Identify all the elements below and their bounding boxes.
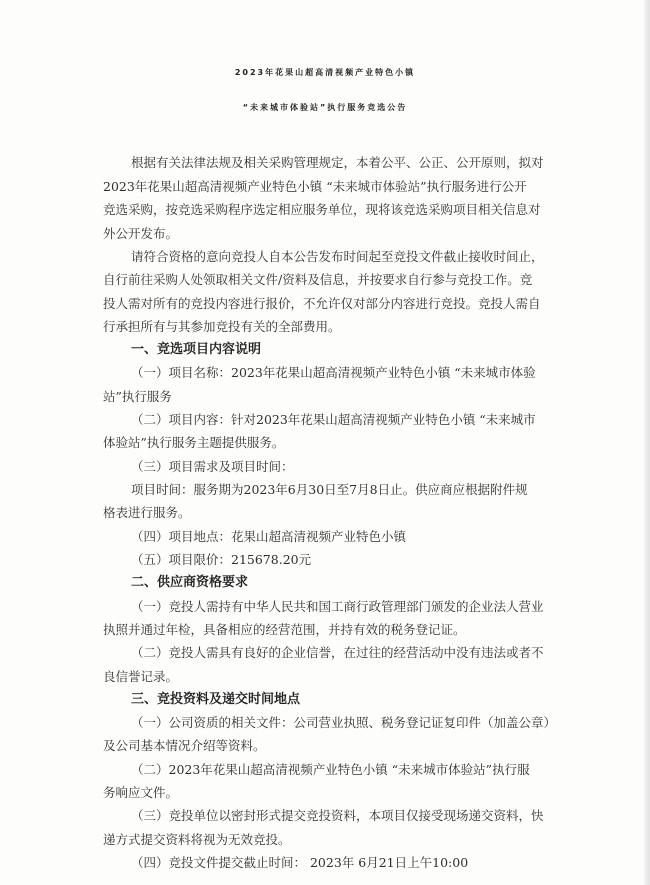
page-edge-shadow [644, 0, 650, 885]
paragraph-line: （二）项目内容：针对2023年花果山超高清视频产业特色小镇 “未来城市 [131, 412, 536, 427]
document-title-line-2: “未来城市体验站”执行服务竞选公告 [242, 103, 408, 112]
paragraph-line: 格表进行服务。 [103, 505, 191, 520]
paragraph-line: （四）竞投文件提交截止时间： 2023年 6月21日上午10:00 [131, 855, 469, 870]
paragraph-line: 务响应文件。 [103, 785, 179, 800]
paragraph-line: （四）项目地点：花果山超高清视频产业特色小镇 [131, 529, 407, 544]
paragraph-line: （五）项目限价：215678.20元 [131, 552, 312, 567]
paragraph-line: 自行前往采购人处领取相关文件/资料及信息，并按要求自行参与竞投工作。竞 [103, 272, 533, 287]
paragraph-line: （一）项目名称：2023年花果山超高清视频产业特色小镇 “未来城市体验 [131, 365, 536, 380]
section-heading: 三、竞投资料及递交时间地点 [131, 692, 301, 707]
paragraph-line: 执照并通过年检，具备相应的经营范围，并持有效的税务登记证。 [103, 622, 466, 637]
paragraph-line: 2023年花果山超高清视频产业特色小镇 “未来城市体验站”执行服务进行公开 [103, 179, 527, 194]
paragraph-line: 根据有关法律法规及相关采购管理规定，本着公平、公正、公开原则，拟对 [131, 155, 544, 170]
paragraph-line: 外公开发布。 [103, 226, 179, 241]
paragraph-line: 站”执行服务 [103, 389, 172, 404]
section-heading: 一、竞选项目内容说明 [131, 342, 262, 357]
paragraph-line: 投人需对所有的竞投内容进行报价，不允许仅对部分内容进行竞投。竞投人需自 [103, 296, 541, 311]
paragraph-line: （三）竞投单位以密封形式提交竞投资料，本项目仅接受现场递交资料，快 [131, 808, 544, 823]
paragraph-line: （三）项目需求及项目时间： [131, 459, 294, 474]
paragraph-line: （二）2023年花果山超高清视频产业特色小镇 “未来城市体验站”执行服 [131, 762, 530, 777]
paragraph-line: 竞选采购，按竞选采购程序选定相应服务单位，现将该竞选采购项目相关信息对 [103, 202, 541, 217]
document-title-line-1: 2023年花果山超高清视频产业特色小镇 [234, 68, 416, 77]
paragraph-line: 请符合资格的意向竞投人自本公告发布时间起至竞投文件截止接收时间止， [131, 249, 544, 264]
paragraph-line: 体验站”执行服务主题提供服务。 [103, 435, 285, 450]
paragraph-line: （二）竞投人需具有良好的企业信誉，在过往的经营活动中没有违法或者不 [131, 645, 544, 660]
paragraph-line: 及公司基本情况介绍等资料。 [103, 738, 266, 753]
paragraph-line: （一）竞投人需持有中华人民共和国工商行政管理部门颁发的企业法人营业 [131, 599, 544, 614]
paragraph-line: （一）公司资质的相关文件：公司营业执照、税务登记证复印件（加盖公章） [131, 715, 557, 730]
paragraph-line: 良信誉记录。 [103, 669, 179, 684]
paragraph-line: 递方式提交资料将视为无效竞投。 [103, 832, 291, 847]
section-heading: 二、供应商资格要求 [131, 575, 249, 590]
paragraph-line: 项目时间：服务期为2023年6月30日至7月8日止。供应商应根据附件规 [131, 482, 528, 497]
paragraph-line: 行承担所有与其参加竞投有关的全部费用。 [103, 319, 341, 334]
